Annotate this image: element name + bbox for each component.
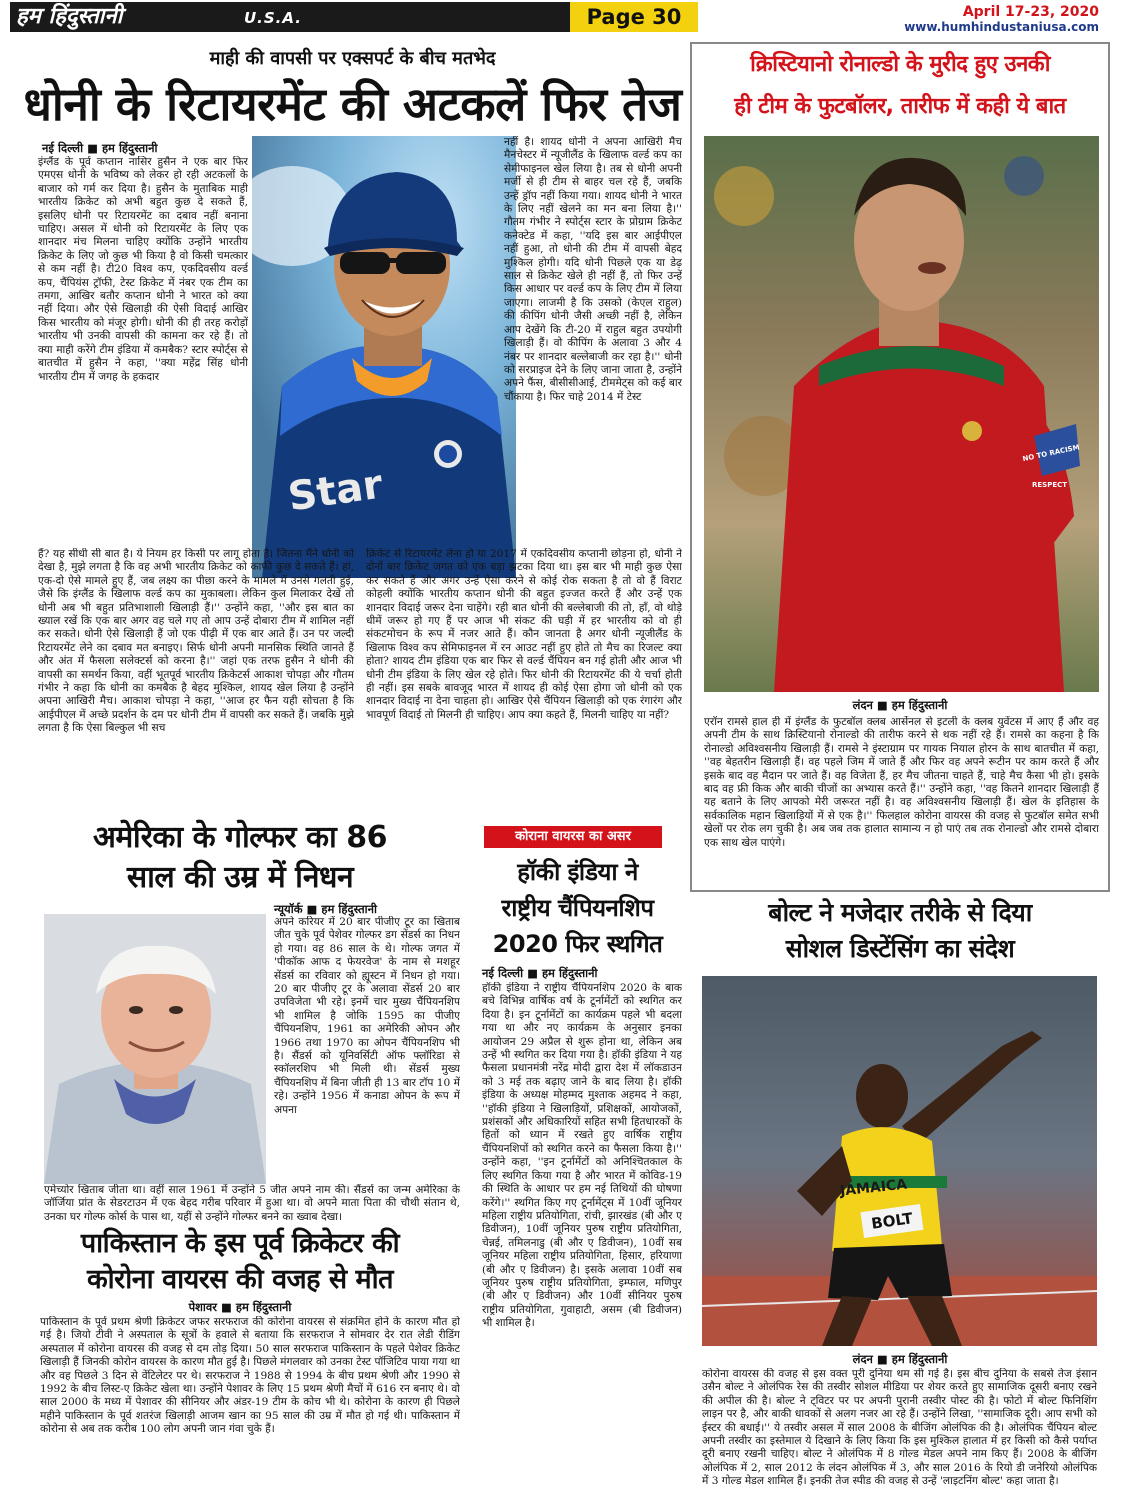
dhoni-body-bottom-left: हैं? यह सीधी सी बात है। ये नियम हर किसी पर लागू होता है। जितना मैंने धोनी को देखा है, मुझे लगता है कि वह अभी भारतीय क्रिकेट को काफी कुछ दे सकते हैं। हां, एक-दो ऐसे मामले हुए हैं, जब लक्ष्य का पीछा करने के मामले में उनसे गलती हुई, जैसे कि इंग्लैंड के खिलाफ वर्ल्ड कप का मुकाबला। लेकिन कुल मिलाकर देखें तो धोनी अब भी बहुत प्रतिभाशाली खिलाड़ी हैं।'' उन्होंने कहा, ''और इस बात का ख्याल रखें कि एक बार अगर वह चले गए तो आप उन्हें दोबारा टीम में शामिल नहीं कर सकते। धोनी ऐसे खिलाड़ी हैं जो एक पीढ़ी में एक बार आते हैं। उन पर जल्दी रिटायरमेंट लेने का दबाव मत बनाइए। सिर्फ धोनी अपनी मानसिक स्थिति जानते हैं और अंत में फैसला सलेक्टर्स को करना है।'' जहां एक तरफ हुसैन ने धोनी की वापसी का समर्थन किया, वहीं भूतपूर्व भारतीय क्रिकेटर्स आकाश चोपड़ा और गौतम गंभीर ने कहा कि धोनी का कमबैक है बेहद मुश्किल, शायद खेल लिया है उन्होंने अपना आखिरी मैच। आकाश चोपड़ा ने कहा, ''आज हर फैन यही सोचता है कि आईपीएल में अच्छे प्रदर्शन के दम पर धोनी टीम में वापसी कर सकते हैं। जबकि मुझे लगता है कि ऐसा बिल्कुल भी सच — [38, 548, 354, 735]
hockey-tag-box — [484, 826, 662, 848]
bolt-body: कोरोना वायरस की वजह से इस वक्त पूरी दुनिया थम सी गई है। इस बीच दुनिया के सबसे तेज इंसान उसैन बोल्ट ने ओलंपिक रेस की तस्वीर सोशल मीडिया पर शेयर करते हुए सामाजिक दूसरी बनाए रखने की अपील की है। बोल्ट ने ट्विटर पर पर अपनी पुरानी तस्वीर पोस्ट की है। फोटो में बोल्ट फिनिशिंग लाइन पर है, और बाकी धावकों से अलग नजर आ रहे हैं। उन्होंने लिखा, ''सामाजिक दूरी। आप सभी को ईस्टर की बधाई।'' ये तस्वीर असल में साल 2008 के बीजिंग ओलंपिक की है। ओलंपिक चैंपियन बोल्ट अपनी तस्वीर का इस्तेमाल ये दिखाने के लिए किया कि इस मुश्किल हालात में हर किसी को कैसे पर्याप्त दूरी बनाए रखनी चाहिए। बोल्ट ने ओलंपिक में 8 गोल्ड मेडल अपने नाम किए हैं। 2008 के बीजिंग ओलंपिक में 2, साल 2012 के लंदन ओलंपिक में 3, और साल 2016 के रियो डी जनेरियो ओलंपिक में 3 गोल्ड मेडल शामिल हैं। इनकी तेज स्पीड की वजह से उन्हें 'लाइटनिंग बोल्ट' कहा जाता है। — [702, 1368, 1097, 1488]
ronaldo-dateline: लंदन ■ हम हिंदुस्तानी — [852, 698, 948, 712]
hockey-headline-line2: राष्ट्रीय चैंपियनशिप — [501, 894, 654, 922]
masthead — [0, 0, 1135, 38]
page-number-badge — [570, 2, 698, 32]
bolt-bib-name: BOLT — [870, 1209, 914, 1233]
pakistan-headline-line2: कोरोना वायरस की वजह से मौत — [86, 1264, 394, 1295]
hockey-article — [470, 820, 685, 1490]
dhoni-jersey-sponsor: Star — [285, 461, 386, 521]
bolt-photo-image — [702, 976, 1097, 1346]
ronaldo-headline-line1: क्रिस्टियानो रोनाल्डो के मुरीद हुए उनकी — [750, 52, 1050, 77]
golfer-headline-line2: साल की उम्र में निधन — [126, 860, 354, 895]
golfer-body-col: अपने करियर में 20 बार पीजीए टूर का खिताब जीत चुके पूर्व पेशेवर गोल्फर डग सेंडर्स का निधन हो गया। वह 86 साल के थे। गोल्फ जगत में 'पीकॉक आफ द फेयरवेज' के नाम से मशहूर सेंडर्स का रविवार को ह्यूस्टन में निधन हो गया। 20 बार पीजीए टूर के अलावा सेंडर्स 20 बार उपविजेता भी रहे। इनमें चार मुख्य चैंपियनशिप भी शामिल है जोकि 1595 का पीजीए चैंपियनशिप, 1961 का अमेरिकी ओपन और 1966 तथा 1970 का ओपन चैंपियनशिप भी है। सैंडर्स को यूनिवर्सिटी ऑफ फ्लॉरिडा से स्कॉलरशिप भी मिली थी। सेंडर्स मुख्य चैंपियनशिप में बिना जीती ही 13 बार टॉप 10 में रहे। उन्होंने 1956 में कनाडा ओपन के रूप में अपना — [274, 916, 460, 1116]
dhoni-kicker: माही की वापसी पर एक्सपर्ट के बीच मतभेद — [209, 48, 496, 69]
page-number: Page 30 — [586, 5, 682, 29]
dhoni-body-col1: इंग्लैंड के पूर्व कप्तान नासिर हुसैन ने एक बार फिर एमएस धोनी के भविष्य को लेकर हो रही अटकलों के बाजार को गर्म कर दिया है। हुसैन के मुताबिक माही भारतीय क्रिकेट को अभी बहुत कुछ दे सकते हैं, इसलिए धोनी पर रिटायरमेंट का दबाव नहीं बनाना चाहिए। असल में धोनी को रिटायरमेंट के लिए एक शानदार मंच मिलना चाहिए क्योंकि उन्होंने भारतीय क्रिकेट के लिए जो कुछ भी किया है वो किसी चमत्कार से कम नहीं है। टी20 विश्व कप, एकदिवसीय वर्ल्ड कप, चैंपियंस ट्रॉफी, टेस्ट क्रिकेट में नंबर एक टीम का तमगा, आखिर बतौर कप्तान धोनी ने भारत को क्या नहीं दिया। और ऐसे खिलाड़ी की ऐसी विदाई आखिर किस भारतीय को मंजूर होगी। धोनी की ही तरह करोड़ों भारतीय भी उनकी वापसी की कामना कर रहे हैं। तो क्या माही करेंगे टीम इंडिया में कमबैक? स्टार स्पोर्ट्स से बातचीत में हुसैन ने कहा, ''क्या महेंद्र सिंह धोनी भारतीय टीम में जगह के हकदार — [38, 156, 248, 383]
issue-date: April 17-23, 2020 — [962, 4, 1099, 20]
masthead-logo: हम हिंदुस्तानी — [16, 4, 123, 29]
pakistan-article — [20, 1226, 460, 1492]
bolt-article — [690, 896, 1110, 1492]
ronaldo-article — [690, 42, 1110, 892]
golfer-body-full: एमेच्योर खिताब जीता था। वहीं साल 1961 में उन्होंने 5 जीत अपने नाम की। सैंडर्स का जन्म अमेरिका के जॉर्जिया प्रांत के सेडरटाउन में एक बेहद गरीब परिवार में हुआ था। वो अपने माता पिता की चौथी संतान थे, उनका घर गोल्फ कोर्स के पास था, यहीं से उन्होंने गोल्फर बनने का ख्वाब देखा। — [44, 1184, 460, 1223]
golfer-article — [20, 818, 460, 1223]
ronaldo-photo-image — [704, 136, 1099, 692]
golfer-photo — [44, 914, 266, 1184]
hockey-headline-line1: हॉकी इंडिया ने — [517, 858, 638, 886]
ronaldo-sleeve-text: RESPECT — [1032, 481, 1068, 489]
ronaldo-photo — [704, 136, 1099, 692]
dhoni-body-bottom-right: क्रिकेट से रिटायरमेंट लेना हो या 2017 में एकदिवसीय कप्तानी छोड़ना हो, धोनी ने दोनों बार क्रिकेट जगत को एक बड़ा झटका दिया था। इस बार भी माही कुछ ऐसा कर सकते हैं और अगर उन्हें ऐसा करने से कोई रोक सकता है तो वो हैं विराट कोहली क्योंकि भारतीय कप्तान धोनी की बहुत इज्जत करते हैं और उन्हें एक शानदार विदाई जरूर देना चाहेंगे। रही बात धोनी की बल्लेबाजी की तो, हाँ, वो थोड़े धीमें जरूर हो गए हैं पर आज भी संकट की घड़ी में हर भारतीय को वो ही संकटमोचन के रूप में नजर आते हैं। कौन जानता है अगर धोनी न्यूजीलैंड के खिलाफ विश्व कप सेमिफाइनल में रन आउट नहीं हुए होते तो मैच का रिजल्ट क्या होता? शायद टीम इंडिया एक बार फिर से वर्ल्ड चैंपियन बन गई होती और आज भी धोनी टीम इंडिया के लिए खेल रहे होते। फिर धोनी की रिटायरमेंट की ये चर्चा होती ही नहीं। इस सबके बावजूद भारत में शायद ही कोई ऐसा होगा जो धोनी को एक शानदार विदाई ना देना चाहता हो। आखिर ऐसे चैंपियन खिलाड़ी को एक रंगारंग और भावपूर्ण विदाई तो मिलनी ही चाहिए। आप क्या कहते हैं, मिलनी चाहिए या नहीं? — [366, 548, 682, 721]
ronaldo-armband-text: NO TO RACISM — [1021, 443, 1081, 464]
masthead-edition: U.S.A. — [244, 9, 302, 27]
golfer-photo-image — [44, 914, 266, 1184]
pakistan-headline-line1: पाकिस्तान के इस पूर्व क्रिकेटर की — [80, 1228, 400, 1259]
hockey-body: हॉकी इंडिया ने राष्ट्रीय चैंपियनशिप 2020 के बाक बचे विभिन्न वार्षिक वर्ष के टूर्नामेंटों को स्थगित कर दिया है। इन टूर्नामेंटों का कार्यक्रम पहले भी बदला गया था और नए कार्यक्रम के अनुसार इनका आयोजन 29 अप्रैल से शुरू होना था, लेकिन अब उन्हें भी स्थगित कर दिया गया है। हॉकी इंडिया ने यह फैसला प्रधानमंत्री नरेंद्र मोदी द्वारा देश में लॉकडाउन को 3 मई तक बढ़ाए जाने के बाद लिया है। हॉकी इंडिया के अध्यक्ष मोहम्मद मुश्ताक अहमद ने कहा, ''हॉकी इंडिया ने खिलाड़ियों, प्रशिक्षकों, आयोजकों, प्रशंसकों और अधिकारियों सहित सभी हितधारकों के हितों को ध्यान में रखते हुए वार्षिक राष्ट्रीय चैंपियनशिपों को स्थगित करने का फैसला किया है।'' उन्होंने कहा, ''इन टूर्नामेंटों को अनिश्चितकाल के लिए स्थगित किया गया है और भारत में कोविड-19 की स्थिति के आधार पर हम नई तिथियों की घोषणा करेंगे।'' स्थगित किए गए टूर्नामेंट्स में 10वीं जूनियर महिला राष्ट्रीय प्रतियोगिता, रांची, झारखंड (बी और ए डिवीजन), 10वीं जूनियर पुरुष राष्ट्रीय प्रतियोगिता, चेन्नई, तमिलनाडु (बी और ए डिवीजन), 10वीं सब जूनियर महिला राष्ट्रीय प्रतियोगिता, हिसार, हरियाणा (बी और ए डिवीजन) है। इसके अलावा 10वीं सब जूनियर पुरुष राष्ट्रीय प्रतियोगिता, इम्फाल, मणिपुर (बी और ए डिवीजन) और 10वीं सीनियर पुरुष राष्ट्रीय प्रतियोगिता, गुवाहाटी, असम (बी डिवीजन) भी शामिल है। — [482, 982, 682, 1330]
hockey-headline-line3: 2020 फिर स्थगित — [492, 930, 663, 958]
dhoni-dateline: नई दिल्ली ■ हम हिंदुस्तानी — [42, 141, 158, 155]
dhoni-body-col3: नहीं है। शायद धोनी ने अपना आखिरी मैच मैनचेस्टर में न्यूजीलैंड के खिलाफ वर्ल्ड कप का सेमीफाइनल खेल लिया है। तब से धोनी अपनी मर्जी से ही टीम से बाहर चल रहे हैं, जबकि उन्हें ड्रॉप नहीं किया गया। शायद धोनी ने भारत के लिए नहीं खेलने का मन बना लिया है।'' गौतम गंभीर ने स्पोर्ट्स स्टार के प्रोग्राम क्रिकेट कनेक्टेड में कहा, ''यदि इस बार आईपीएल नहीं हुआ, तो धोनी की टीम में वापसी बेहद मुश्किल होगी। यदि धोनी पिछले एक या डेढ़ साल से क्रिकेट खेले ही नहीं हैं, तो फिर उन्हें किस आधार पर वर्ल्ड कप के लिए टीम में लिया जाएगा। लाजमी है कि उसको (केएल राहुल) की कीपिंग धोनी जैसी अच्छी नहीं है, लेकिन आप देखेंगे कि टी-20 में राहुल बहुत उपयोगी खिलाड़ी हैं। वो कीपिंग के अलावा 3 और 4 नंबर पर शानदार बल्लेबाजी कर रहा है।'' धोनी को सरप्राइज देने के लिए जाना जाता है, उन्होंने अपने फैंस, बीसीसीआई, टीममेट्स को कई बार चौंकाया है। फिर चाहे 2014 में टेस्ट — [504, 136, 682, 403]
bolt-dateline: लंदन ■ हम हिंदुस्तानी — [852, 1352, 948, 1366]
dhoni-article — [20, 40, 685, 810]
bolt-shirt-text: JAMAICA — [839, 1176, 908, 1200]
bolt-photo — [702, 976, 1097, 1346]
hockey-tag: कोराना वायरस का असर — [515, 829, 631, 844]
ronaldo-body: एरॉन रामसे हाल ही में इंग्लैंड के फुटबॉल क्लब आर्सेनल से इटली के क्लब युवेंटस में आए हैं और वह अपनी टीम के साथ क्रिस्टियानो रोनाल्डो की तारीफ करने से थक नहीं रहे हैं। रामसे का कहना है कि रोनाल्डो अविश्वसनीय खिलाड़ी हैं। रामसे ने इंस्टाग्राम पर गायक नियाल होरन के साथ बातचीत में कहा, ''वह बेहतरीन खिलाड़ी हैं। वह पहले जिम में जाते हैं और फिर वह अपने रूटीन पर काम करते हैं और इसके बाद वह मैदान पर जाते हैं। वह विजेता हैं, हर मैच जीतना चाहते हैं, चाहे मैच कैसा भी हो। इसके बाद वह फ्री किक और बाकी चीजों का अभ्यास करते हैं।'' उन्होंने कहा, ''वह कितने शानदार खिलाड़ी हैं यह बताने के लिए आपको मेरी जरूरत नहीं है। वह अविश्वसनीय खिलाड़ी हैं। खेल के इतिहास के सर्वकालिक महान खिलाड़ियों में से एक है।'' फिलहाल कोरोना वायरस की वजह से फुटबॉल समेत सभी खेलों पर रोक लग चुकी है। अब जब तक हालात सामान्य न हो पाएं तब तक रोनाल्डो और रामसे दोबारा एक साथ खेल पाएंगे। — [704, 716, 1099, 849]
bolt-headline-line1: बोल्ट ने मजेदार तरीके से दिया — [768, 898, 1032, 927]
ronaldo-headline-line2: ही टीम के फुटबॉलर, तारीफ में कही ये बात — [734, 94, 1066, 119]
golfer-headline-line1: अमेरिका के गोल्फर का 86 — [92, 820, 387, 855]
dhoni-photo — [252, 136, 516, 578]
pakistan-dateline: पेशावर ■ हम हिंदुस्तानी — [188, 1300, 292, 1314]
pakistan-body: पाकिस्तान के पूर्व प्रथम श्रेणी क्रिकेटर जफर सरफराज की कोरोना वायरस से संक्रमित होने के कारण मौत हो गई है। जियो टीवी ने अस्पताल के सूत्रों के हवाले से बताया कि सरफराज ने सोमवार देर रात लेडी रीडिंग अस्पताल में कोरोना वायरस की वजह से दम तोड़ दिया। 50 साल सरफराज पाकिस्तान के पहले पेशेवर क्रिकेट खिलाड़ी हैं जिनकी कोरोन वायरस के कारण मौत हुई है। पिछले मंगलवार को उनका टेस्ट पॉजिटिव पाया गया था और वह पिछले 3 दिन से वेंटिलेटर पर थे। सरफराज ने 1988 से 1994 के बीच प्रथम श्रेणी और 1990 से 1992 के बीच लिस्ट-ए क्रिकेट खेला था। उन्होंने पेशावर के लिए 15 प्रथम श्रेणी मैचों में 616 रन बनाए थे। वो साल 2000 के मध्य में पेशावर की सीनियर और अंडर-19 टीम के कोच भी थे। कोरोना के कारण ही पिछले महीने पाकिस्तान के पूर्व शतरंज खिलाड़ी आजम खान का 95 साल की उम्र में मौत हो गई थी। पाकिस्तान में कोरोना से अब तक करीब 100 लोग अपनी जान गंवा चुके हैं। — [40, 1316, 460, 1436]
dhoni-headline: धोनी के रिटायरमेंट की अटकलें फिर तेज — [23, 77, 682, 131]
website-link[interactable]: www.humhindustaniusa.com — [904, 20, 1099, 34]
hockey-dateline: नई दिल्ली ■ हम हिंदुस्तानी — [482, 966, 598, 980]
golfer-dateline: न्यूयॉर्क ■ हम हिंदुस्तानी — [274, 902, 377, 916]
bolt-headline-line2: सोशल डिस्टेंसिंग का संदेश — [785, 934, 1015, 963]
